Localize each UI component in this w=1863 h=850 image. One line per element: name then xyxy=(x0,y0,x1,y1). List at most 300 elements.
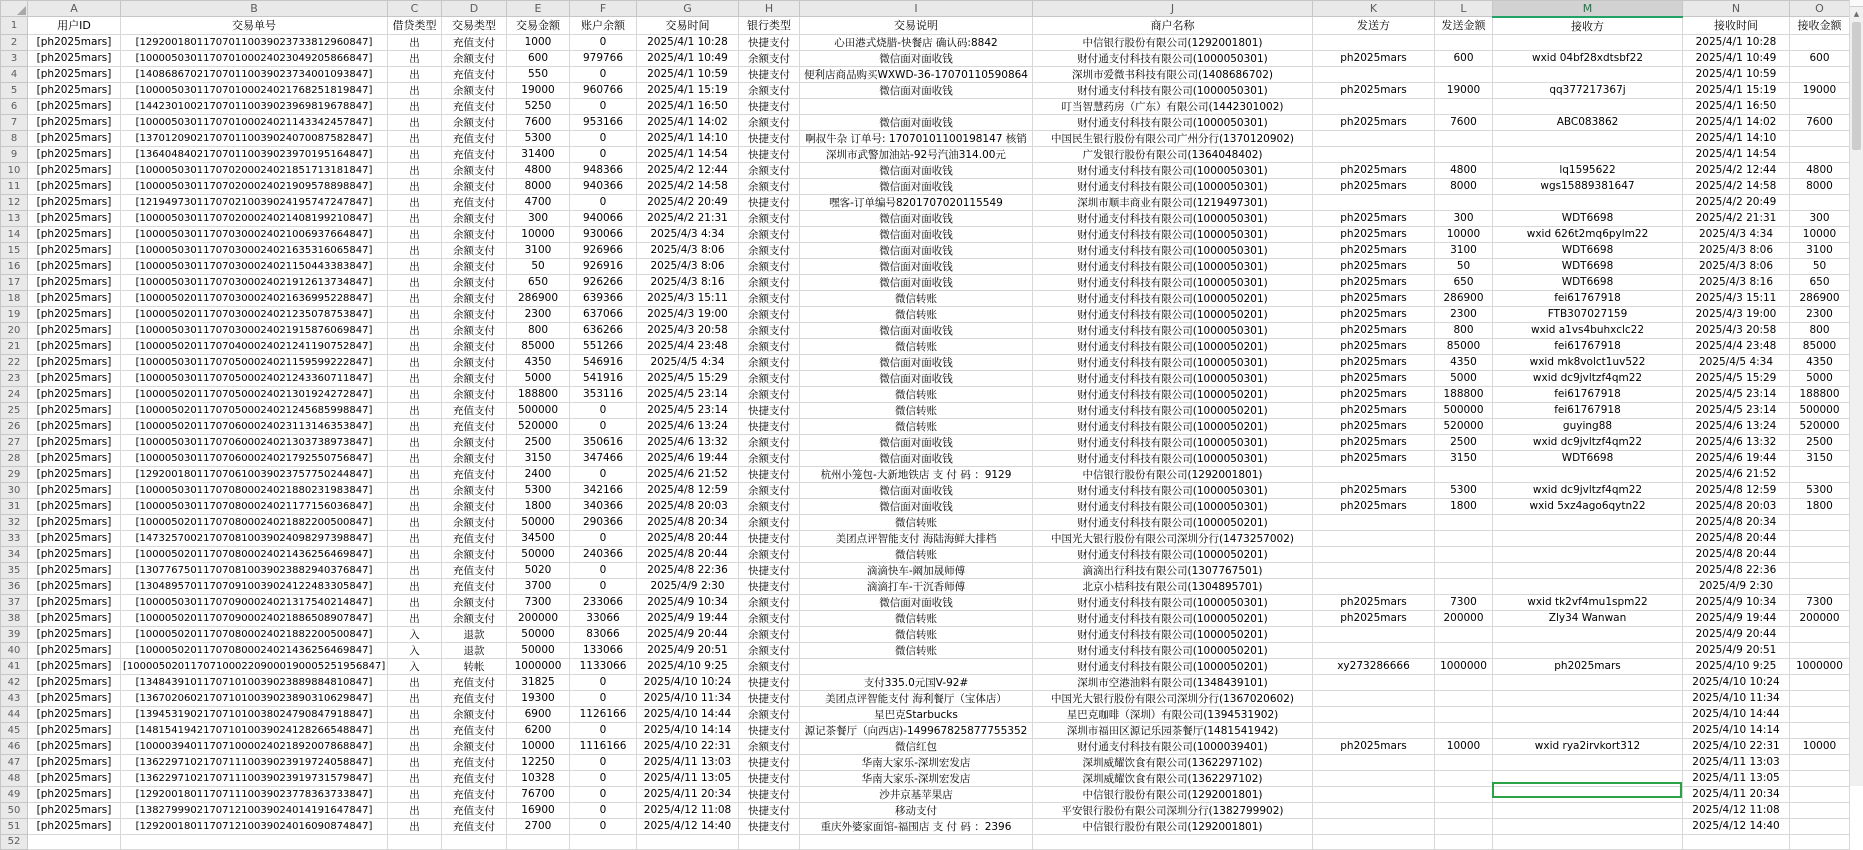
cell-M50[interactable] xyxy=(1493,802,1683,818)
cell-E22[interactable]: 4350 xyxy=(507,354,570,370)
cell-E21[interactable]: 85000 xyxy=(507,338,570,354)
cell-H39[interactable]: 余额支付 xyxy=(739,626,800,642)
row-header-6[interactable]: 6 xyxy=(1,98,28,114)
cell-B2[interactable]: [129200180117070110039023733812960847] xyxy=(121,34,388,50)
cell-C49[interactable]: 出 xyxy=(388,786,442,802)
cell-C28[interactable]: 出 xyxy=(388,450,442,466)
cell-N11[interactable]: 2025/4/2 14:58 xyxy=(1683,178,1790,194)
cell-J8[interactable]: 中国民生银行股份有限公司广州分行(1370120902) xyxy=(1033,130,1313,146)
column-header-M[interactable]: M xyxy=(1493,1,1683,17)
cell-M32[interactable] xyxy=(1493,514,1683,530)
cell-C41[interactable]: 入 xyxy=(388,658,442,674)
cell-N38[interactable]: 2025/4/9 19:44 xyxy=(1683,610,1790,626)
row-header-13[interactable]: 13 xyxy=(1,210,28,226)
cell-A18[interactable]: [ph2025mars] xyxy=(28,290,121,306)
cell-H23[interactable]: 余额支付 xyxy=(739,370,800,386)
cell-H9[interactable]: 快捷支付 xyxy=(739,146,800,162)
cell-F35[interactable]: 0 xyxy=(570,562,637,578)
cell-N42[interactable]: 2025/4/10 10:24 xyxy=(1683,674,1790,690)
cell-K3[interactable]: ph2025mars xyxy=(1313,50,1435,66)
cell-L51[interactable] xyxy=(1435,818,1493,834)
cell-F3[interactable]: 979766 xyxy=(570,50,637,66)
cell-M15[interactable]: WDT6698 xyxy=(1493,242,1683,258)
cell-G36[interactable]: 2025/4/9 2:30 xyxy=(637,578,739,594)
cell-F47[interactable]: 0 xyxy=(570,754,637,770)
cell-K12[interactable] xyxy=(1313,194,1435,210)
cell-G31[interactable]: 2025/4/8 20:03 xyxy=(637,498,739,514)
cell-L27[interactable]: 2500 xyxy=(1435,434,1493,450)
cell-K13[interactable]: ph2025mars xyxy=(1313,210,1435,226)
cell-J24[interactable]: 财付通支付科技有限公司(1000050201) xyxy=(1033,386,1313,402)
row-header-46[interactable]: 46 xyxy=(1,738,28,754)
cell-E50[interactable]: 16900 xyxy=(507,802,570,818)
cell-I16[interactable]: 微信面对面收钱 xyxy=(800,258,1033,274)
cell-K33[interactable] xyxy=(1313,530,1435,546)
cell-A2[interactable]: [ph2025mars] xyxy=(28,34,121,50)
cell-F31[interactable]: 340366 xyxy=(570,498,637,514)
cell-L36[interactable] xyxy=(1435,578,1493,594)
cell-G13[interactable]: 2025/4/2 21:31 xyxy=(637,210,739,226)
cell-G21[interactable]: 2025/4/4 23:48 xyxy=(637,338,739,354)
cell-M19[interactable]: FTB307027159 xyxy=(1493,306,1683,322)
cell-D22[interactable]: 余额支付 xyxy=(442,354,507,370)
cell-G2[interactable]: 2025/4/1 10:28 xyxy=(637,34,739,50)
cell-I49[interactable]: 沙井京基苹果店 xyxy=(800,786,1033,802)
scrollbar-thumb[interactable] xyxy=(1852,22,1861,150)
cell-K41[interactable]: xy273286666 xyxy=(1313,658,1435,674)
row-header-15[interactable]: 15 xyxy=(1,242,28,258)
cell-B29[interactable]: [129200180117070610039023757750244847] xyxy=(121,466,388,482)
cell-K32[interactable] xyxy=(1313,514,1435,530)
cell-F10[interactable]: 948366 xyxy=(570,162,637,178)
cell-A22[interactable]: [ph2025mars] xyxy=(28,354,121,370)
cell-J13[interactable]: 财付通支付科技有限公司(1000050301) xyxy=(1033,210,1313,226)
cell-F32[interactable]: 290366 xyxy=(570,514,637,530)
cell-N25[interactable]: 2025/4/5 23:14 xyxy=(1683,402,1790,418)
cell-G46[interactable]: 2025/4/10 22:31 xyxy=(637,738,739,754)
cell-K39[interactable] xyxy=(1313,626,1435,642)
cell-J47[interactable]: 深圳威耀饮食有限公司(1362297102) xyxy=(1033,754,1313,770)
cell-F37[interactable]: 233066 xyxy=(570,594,637,610)
cell-B47[interactable]: [136229710217071110039023919724058847] xyxy=(121,754,388,770)
cell-L23[interactable]: 5000 xyxy=(1435,370,1493,386)
row-header-43[interactable]: 43 xyxy=(1,690,28,706)
cell-O36[interactable] xyxy=(1790,578,1850,594)
cell-C9[interactable]: 出 xyxy=(388,146,442,162)
cell-B23[interactable]: [100005030117070500024021243360711847] xyxy=(121,370,388,386)
cell-F40[interactable]: 133066 xyxy=(570,642,637,658)
row-header-18[interactable]: 18 xyxy=(1,290,28,306)
cell-J29[interactable]: 中信银行股份有限公司(1292001801) xyxy=(1033,466,1313,482)
cell-N8[interactable]: 2025/4/1 14:10 xyxy=(1683,130,1790,146)
cell-L17[interactable]: 650 xyxy=(1435,274,1493,290)
cell-G15[interactable]: 2025/4/3 8:06 xyxy=(637,242,739,258)
cell-O5[interactable]: 19000 xyxy=(1790,82,1850,98)
cell-O28[interactable]: 3150 xyxy=(1790,450,1850,466)
cell-L35[interactable] xyxy=(1435,562,1493,578)
cell-B36[interactable]: [130489570117070910039024122483305847] xyxy=(121,578,388,594)
cell-D4[interactable]: 充值支付 xyxy=(442,66,507,82)
cell-B51[interactable]: [129200180117071210039024016090874847] xyxy=(121,818,388,834)
cell-G22[interactable]: 2025/4/5 4:34 xyxy=(637,354,739,370)
cell-K29[interactable] xyxy=(1313,466,1435,482)
cell-H8[interactable]: 快捷支付 xyxy=(739,130,800,146)
cell-B19[interactable]: [100005020117070300024021235078753847] xyxy=(121,306,388,322)
cell-C51[interactable]: 出 xyxy=(388,818,442,834)
cell-I41[interactable] xyxy=(800,658,1033,674)
cell-L48[interactable] xyxy=(1435,770,1493,786)
cell-O20[interactable]: 800 xyxy=(1790,322,1850,338)
cell-M37[interactable]: wxid tk2vf4mu1spm22 xyxy=(1493,594,1683,610)
cell-E49[interactable]: 76700 xyxy=(507,786,570,802)
cell-K10[interactable]: ph2025mars xyxy=(1313,162,1435,178)
cell-N20[interactable]: 2025/4/3 20:58 xyxy=(1683,322,1790,338)
cell-C26[interactable]: 出 xyxy=(388,418,442,434)
cell-G40[interactable]: 2025/4/9 20:51 xyxy=(637,642,739,658)
row-header-7[interactable]: 7 xyxy=(1,114,28,130)
cell-A24[interactable]: [ph2025mars] xyxy=(28,386,121,402)
cell-O30[interactable]: 5300 xyxy=(1790,482,1850,498)
cell-N49[interactable]: 2025/4/11 20:34 xyxy=(1683,786,1790,802)
row-header-34[interactable]: 34 xyxy=(1,546,28,562)
cell-M8[interactable] xyxy=(1493,130,1683,146)
row-header-40[interactable]: 40 xyxy=(1,642,28,658)
cell-K14[interactable]: ph2025mars xyxy=(1313,226,1435,242)
cell-F11[interactable]: 940366 xyxy=(570,178,637,194)
cell-J9[interactable]: 广发银行股份有限公司(1364048402) xyxy=(1033,146,1313,162)
cell-H33[interactable]: 快捷支付 xyxy=(739,530,800,546)
cell-H12[interactable]: 快捷支付 xyxy=(739,194,800,210)
cell-A50[interactable]: [ph2025mars] xyxy=(28,802,121,818)
cell-H37[interactable]: 余额支付 xyxy=(739,594,800,610)
cell-J16[interactable]: 财付通支付科技有限公司(1000050301) xyxy=(1033,258,1313,274)
cell-E3[interactable]: 600 xyxy=(507,50,570,66)
cell-H50[interactable]: 快捷支付 xyxy=(739,802,800,818)
row-header-12[interactable]: 12 xyxy=(1,194,28,210)
cell-O44[interactable] xyxy=(1790,706,1850,722)
cell-B42[interactable]: [134843910117071010039023889884810847] xyxy=(121,674,388,690)
cell-B1[interactable]: 交易单号 xyxy=(121,17,388,35)
cell-O50[interactable] xyxy=(1790,802,1850,818)
cell-J46[interactable]: 财付通支付科技有限公司(1000039401) xyxy=(1033,738,1313,754)
cell-A42[interactable]: [ph2025mars] xyxy=(28,674,121,690)
cell-N12[interactable]: 2025/4/2 20:49 xyxy=(1683,194,1790,210)
cell-F24[interactable]: 353116 xyxy=(570,386,637,402)
row-header-17[interactable]: 17 xyxy=(1,274,28,290)
cell-B11[interactable]: [100005030117070200024021909578898847] xyxy=(121,178,388,194)
cell-I22[interactable]: 微信面对面收钱 xyxy=(800,354,1033,370)
cell-J30[interactable]: 财付通支付科技有限公司(1000050301) xyxy=(1033,482,1313,498)
cell-B20[interactable]: [100005030117070300024021915876069847] xyxy=(121,322,388,338)
cell-D47[interactable]: 充值支付 xyxy=(442,754,507,770)
cell-N3[interactable]: 2025/4/1 10:49 xyxy=(1683,50,1790,66)
cell-G30[interactable]: 2025/4/8 12:59 xyxy=(637,482,739,498)
cell-D45[interactable]: 充值支付 xyxy=(442,722,507,738)
cell-J26[interactable]: 财付通支付科技有限公司(1000050201) xyxy=(1033,418,1313,434)
cell-G29[interactable]: 2025/4/6 21:52 xyxy=(637,466,739,482)
cell-C4[interactable]: 出 xyxy=(388,66,442,82)
cell-M45[interactable] xyxy=(1493,722,1683,738)
cell-F29[interactable]: 0 xyxy=(570,466,637,482)
cell-I27[interactable]: 微信面对面收钱 xyxy=(800,434,1033,450)
cell-B34[interactable]: [100005020117070800024021436256469847] xyxy=(121,546,388,562)
row-header-10[interactable]: 10 xyxy=(1,162,28,178)
cell-B14[interactable]: [100005030117070300024021006937664847] xyxy=(121,226,388,242)
cell-A16[interactable]: [ph2025mars] xyxy=(28,258,121,274)
cell-A17[interactable]: [ph2025mars] xyxy=(28,274,121,290)
cell-D13[interactable]: 余额支付 xyxy=(442,210,507,226)
cell-C5[interactable]: 出 xyxy=(388,82,442,98)
cell-E33[interactable]: 34500 xyxy=(507,530,570,546)
cell-B39[interactable]: [100005020117070800024021882200500847] xyxy=(121,626,388,642)
cell-D36[interactable]: 充值支付 xyxy=(442,578,507,594)
cell-N41[interactable]: 2025/4/10 9:25 xyxy=(1683,658,1790,674)
cell-M48[interactable] xyxy=(1493,770,1683,786)
row-header-14[interactable]: 14 xyxy=(1,226,28,242)
cell-D51[interactable]: 充值支付 xyxy=(442,818,507,834)
cell-H5[interactable]: 余额支付 xyxy=(739,82,800,98)
cell-H28[interactable]: 余额支付 xyxy=(739,450,800,466)
cell-D27[interactable]: 余额支付 xyxy=(442,434,507,450)
cell-I5[interactable]: 微信面对面收钱 xyxy=(800,82,1033,98)
cell-A12[interactable]: [ph2025mars] xyxy=(28,194,121,210)
cell-O17[interactable]: 650 xyxy=(1790,274,1850,290)
cell-C2[interactable]: 出 xyxy=(388,34,442,50)
cell-G43[interactable]: 2025/4/10 11:34 xyxy=(637,690,739,706)
cell-I36[interactable]: 滴滴打车-干沉香师傅 xyxy=(800,578,1033,594)
cell-F27[interactable]: 350616 xyxy=(570,434,637,450)
cell-L20[interactable]: 800 xyxy=(1435,322,1493,338)
cell-H2[interactable]: 快捷支付 xyxy=(739,34,800,50)
cell-L16[interactable]: 50 xyxy=(1435,258,1493,274)
cell-D11[interactable]: 余额支付 xyxy=(442,178,507,194)
cell-L30[interactable]: 5300 xyxy=(1435,482,1493,498)
cell-E30[interactable]: 5300 xyxy=(507,482,570,498)
cell-D35[interactable]: 充值支付 xyxy=(442,562,507,578)
cell-B4[interactable]: [140868670217070110039023734001093847] xyxy=(121,66,388,82)
cell-D25[interactable]: 充值支付 xyxy=(442,402,507,418)
cell-I9[interactable]: 深圳市武警加油站-92号汽油314.00元 xyxy=(800,146,1033,162)
cell-A25[interactable]: [ph2025mars] xyxy=(28,402,121,418)
cell-B40[interactable]: [100005020117070800024021436256469847] xyxy=(121,642,388,658)
cell-L28[interactable]: 3150 xyxy=(1435,450,1493,466)
cell-H21[interactable]: 余额支付 xyxy=(739,338,800,354)
cell-H43[interactable]: 快捷支付 xyxy=(739,690,800,706)
vertical-scrollbar[interactable] xyxy=(1849,0,1863,786)
row-header-51[interactable]: 51 xyxy=(1,818,28,834)
cell-E47[interactable]: 12250 xyxy=(507,754,570,770)
cell-B22[interactable]: [100005030117070500024021159599222847] xyxy=(121,354,388,370)
cell-J22[interactable]: 财付通支付科技有限公司(1000050301) xyxy=(1033,354,1313,370)
cell-F25[interactable]: 0 xyxy=(570,402,637,418)
cell-J32[interactable]: 财付通支付科技有限公司(1000050201) xyxy=(1033,514,1313,530)
row-header-35[interactable]: 35 xyxy=(1,562,28,578)
cell-E26[interactable]: 520000 xyxy=(507,418,570,434)
cell-K35[interactable] xyxy=(1313,562,1435,578)
cell-H45[interactable]: 快捷支付 xyxy=(739,722,800,738)
cell-G17[interactable]: 2025/4/3 8:16 xyxy=(637,274,739,290)
cell-B35[interactable]: [130776750117070810039023882940376847] xyxy=(121,562,388,578)
column-header-F[interactable]: F xyxy=(570,1,637,17)
cell-L22[interactable]: 4350 xyxy=(1435,354,1493,370)
cell-G25[interactable]: 2025/4/5 23:14 xyxy=(637,402,739,418)
cell-F38[interactable]: 33066 xyxy=(570,610,637,626)
cell-G14[interactable]: 2025/4/3 4:34 xyxy=(637,226,739,242)
cell-J52[interactable] xyxy=(1033,834,1313,849)
cell-I35[interactable]: 滴滴快车-阚加晟师傅 xyxy=(800,562,1033,578)
cell-J7[interactable]: 财付通支付科技有限公司(1000050301) xyxy=(1033,114,1313,130)
cell-H27[interactable]: 余额支付 xyxy=(739,434,800,450)
cell-N1[interactable]: 接收时间 xyxy=(1683,17,1790,35)
cell-M39[interactable] xyxy=(1493,626,1683,642)
cell-O13[interactable]: 300 xyxy=(1790,210,1850,226)
cell-K24[interactable]: ph2025mars xyxy=(1313,386,1435,402)
cell-F50[interactable]: 0 xyxy=(570,802,637,818)
cell-J15[interactable]: 财付通支付科技有限公司(1000050301) xyxy=(1033,242,1313,258)
cell-A48[interactable]: [ph2025mars] xyxy=(28,770,121,786)
row-header-5[interactable]: 5 xyxy=(1,82,28,98)
cell-D7[interactable]: 余额支付 xyxy=(442,114,507,130)
cell-G49[interactable]: 2025/4/11 20:34 xyxy=(637,786,739,802)
cell-A8[interactable]: [ph2025mars] xyxy=(28,130,121,146)
cell-A31[interactable]: [ph2025mars] xyxy=(28,498,121,514)
cell-I39[interactable]: 微信转账 xyxy=(800,626,1033,642)
cell-A7[interactable]: [ph2025mars] xyxy=(28,114,121,130)
row-header-24[interactable]: 24 xyxy=(1,386,28,402)
cell-D3[interactable]: 余额支付 xyxy=(442,50,507,66)
cell-K17[interactable]: ph2025mars xyxy=(1313,274,1435,290)
cell-I33[interactable]: 美团点评智能支付 海陆海鲜大排档 xyxy=(800,530,1033,546)
cell-H11[interactable]: 余额支付 xyxy=(739,178,800,194)
cell-O19[interactable]: 2300 xyxy=(1790,306,1850,322)
cell-L21[interactable]: 85000 xyxy=(1435,338,1493,354)
cell-B15[interactable]: [100005030117070300024021635316065847] xyxy=(121,242,388,258)
cell-I43[interactable]: 美团点评智能支付 海利餐厅（宝体店） xyxy=(800,690,1033,706)
cell-H32[interactable]: 余额支付 xyxy=(739,514,800,530)
cell-O4[interactable] xyxy=(1790,66,1850,82)
cell-H6[interactable]: 快捷支付 xyxy=(739,98,800,114)
cell-K27[interactable]: ph2025mars xyxy=(1313,434,1435,450)
cell-F21[interactable]: 551266 xyxy=(570,338,637,354)
cell-L1[interactable]: 发送金额 xyxy=(1435,17,1493,35)
cell-G10[interactable]: 2025/4/2 12:44 xyxy=(637,162,739,178)
cell-G47[interactable]: 2025/4/11 13:03 xyxy=(637,754,739,770)
cell-E9[interactable]: 31400 xyxy=(507,146,570,162)
cell-C43[interactable]: 出 xyxy=(388,690,442,706)
row-header-30[interactable]: 30 xyxy=(1,482,28,498)
cell-G34[interactable]: 2025/4/8 20:44 xyxy=(637,546,739,562)
cell-F8[interactable]: 0 xyxy=(570,130,637,146)
cell-G18[interactable]: 2025/4/3 15:11 xyxy=(637,290,739,306)
row-header-2[interactable]: 2 xyxy=(1,34,28,50)
cell-B31[interactable]: [100005030117070800024021177156036847] xyxy=(121,498,388,514)
cell-I48[interactable]: 华南大家乐-深圳宏发店 xyxy=(800,770,1033,786)
cell-H20[interactable]: 余额支付 xyxy=(739,322,800,338)
cell-B38[interactable]: [100005020117070900024021886508907847] xyxy=(121,610,388,626)
cell-E43[interactable]: 19300 xyxy=(507,690,570,706)
cell-A51[interactable]: [ph2025mars] xyxy=(28,818,121,834)
cell-H48[interactable]: 快捷支付 xyxy=(739,770,800,786)
cell-M52[interactable] xyxy=(1493,834,1683,849)
column-header-J[interactable]: J xyxy=(1033,1,1313,17)
cell-F14[interactable]: 930066 xyxy=(570,226,637,242)
cell-C47[interactable]: 出 xyxy=(388,754,442,770)
cell-H22[interactable]: 余额支付 xyxy=(739,354,800,370)
cell-I20[interactable]: 微信面对面收钱 xyxy=(800,322,1033,338)
cell-K8[interactable] xyxy=(1313,130,1435,146)
cell-B48[interactable]: [136229710217071110039023919731579847] xyxy=(121,770,388,786)
cell-H3[interactable]: 余额支付 xyxy=(739,50,800,66)
cell-G38[interactable]: 2025/4/9 19:44 xyxy=(637,610,739,626)
cell-A4[interactable]: [ph2025mars] xyxy=(28,66,121,82)
cell-B46[interactable]: [100003940117071000024021892007868847] xyxy=(121,738,388,754)
cell-A32[interactable]: [ph2025mars] xyxy=(28,514,121,530)
cell-M33[interactable] xyxy=(1493,530,1683,546)
cell-H26[interactable]: 快捷支付 xyxy=(739,418,800,434)
cell-K7[interactable]: ph2025mars xyxy=(1313,114,1435,130)
cell-O2[interactable] xyxy=(1790,34,1850,50)
cell-B33[interactable]: [147325700217070810039024098297398847] xyxy=(121,530,388,546)
select-all-button[interactable] xyxy=(1,1,28,17)
cell-C20[interactable]: 出 xyxy=(388,322,442,338)
column-header-C[interactable]: C xyxy=(388,1,442,17)
cell-I4[interactable]: 便利店商品购买WXWD-36-17070110590864 xyxy=(800,66,1033,82)
cell-L3[interactable]: 600 xyxy=(1435,50,1493,66)
cell-M46[interactable]: wxid rya2irvkort312 xyxy=(1493,738,1683,754)
cell-H7[interactable]: 余额支付 xyxy=(739,114,800,130)
cell-C18[interactable]: 出 xyxy=(388,290,442,306)
cell-J35[interactable]: 滴滴出行科技有限公司(1307767501) xyxy=(1033,562,1313,578)
cell-J12[interactable]: 深圳市顺丰商业有限公司(1219497301) xyxy=(1033,194,1313,210)
cell-M36[interactable] xyxy=(1493,578,1683,594)
cell-I3[interactable]: 微信面对面收钱 xyxy=(800,50,1033,66)
cell-N26[interactable]: 2025/4/6 13:24 xyxy=(1683,418,1790,434)
cell-D38[interactable]: 余额支付 xyxy=(442,610,507,626)
cell-A39[interactable]: [ph2025mars] xyxy=(28,626,121,642)
column-header-I[interactable]: I xyxy=(800,1,1033,17)
cell-B24[interactable]: [100005020117070500024021301924272847] xyxy=(121,386,388,402)
cell-C3[interactable]: 出 xyxy=(388,50,442,66)
cell-E19[interactable]: 2300 xyxy=(507,306,570,322)
cell-O49[interactable] xyxy=(1790,786,1850,802)
cell-M49[interactable] xyxy=(1493,786,1683,802)
cell-E32[interactable]: 50000 xyxy=(507,514,570,530)
cell-D43[interactable]: 充值支付 xyxy=(442,690,507,706)
cell-K42[interactable] xyxy=(1313,674,1435,690)
cell-C36[interactable]: 出 xyxy=(388,578,442,594)
cell-K16[interactable]: ph2025mars xyxy=(1313,258,1435,274)
cell-F12[interactable]: 0 xyxy=(570,194,637,210)
cell-C13[interactable]: 出 xyxy=(388,210,442,226)
cell-C48[interactable]: 出 xyxy=(388,770,442,786)
cell-L6[interactable] xyxy=(1435,98,1493,114)
cell-E5[interactable]: 19000 xyxy=(507,82,570,98)
cell-E31[interactable]: 1800 xyxy=(507,498,570,514)
cell-K28[interactable]: ph2025mars xyxy=(1313,450,1435,466)
cell-M24[interactable]: fei61767918 xyxy=(1493,386,1683,402)
row-header-4[interactable]: 4 xyxy=(1,66,28,82)
cell-H51[interactable]: 快捷支付 xyxy=(739,818,800,834)
cell-D48[interactable]: 充值支付 xyxy=(442,770,507,786)
cell-J43[interactable]: 中国光大银行股份有限公司深圳分行(1367020602) xyxy=(1033,690,1313,706)
cell-M3[interactable]: wxid 04bf28xdtsbf22 xyxy=(1493,50,1683,66)
cell-L7[interactable]: 7600 xyxy=(1435,114,1493,130)
cell-F44[interactable]: 1126166 xyxy=(570,706,637,722)
cell-A1[interactable]: 用户ID xyxy=(28,17,121,35)
cell-I30[interactable]: 微信面对面收钱 xyxy=(800,482,1033,498)
cell-O27[interactable]: 2500 xyxy=(1790,434,1850,450)
cell-N30[interactable]: 2025/4/8 12:59 xyxy=(1683,482,1790,498)
